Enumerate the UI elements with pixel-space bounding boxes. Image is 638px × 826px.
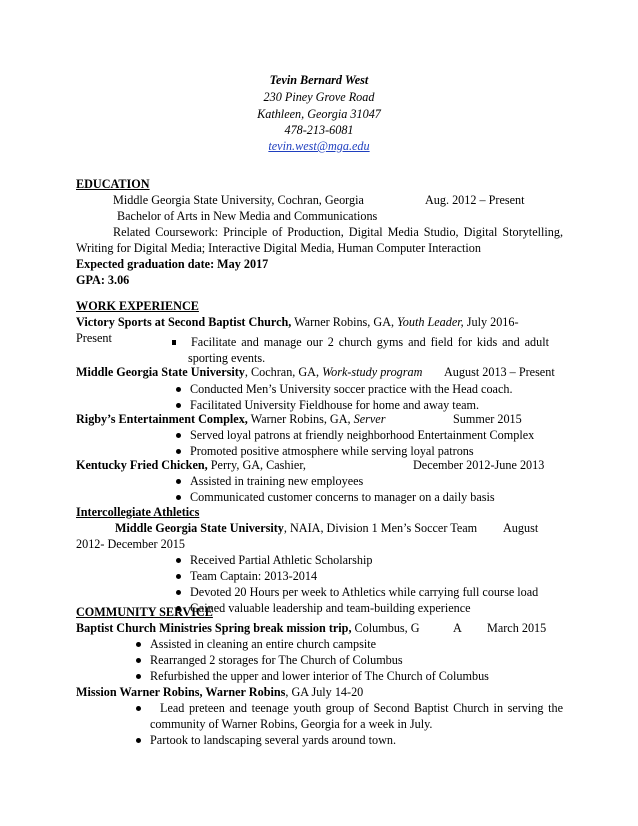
- email-line: [0, 138, 638, 155]
- mission-warner-bullet-1: Lead preteen and teenage youth group of Second Baptist Church in serving the: [160, 701, 563, 715]
- athletics-dates: August: [503, 521, 539, 535]
- kfc-location: Perry, GA, Cashier,: [207, 458, 306, 472]
- community-heading: COMMUNITY SERVICE: [76, 605, 213, 619]
- phone-number: 478-213-6081: [284, 123, 354, 137]
- athletics-org: Middle Georgia State University: [115, 521, 284, 535]
- mission-warner-org: Mission Warner Robins, Warner Robins: [76, 685, 286, 699]
- rigby-role: Server: [353, 412, 386, 426]
- victory-bullet-1-cont: sporting events.: [188, 351, 266, 365]
- mission-trip-location-cont: A: [453, 621, 462, 635]
- education-coursework-2: Writing for Digital Media; Interactive Digital Media, Human Computer Interaction: [76, 241, 481, 255]
- kfc-entry: [76, 457, 306, 473]
- kfc-org: Kentucky Fried Chicken,: [76, 458, 208, 472]
- education-school: Middle Georgia State University, Cochran, Georgia: [113, 193, 364, 207]
- victory-bullet-1: Facilitate and manage our 2 church gyms and field for kids and adult: [191, 335, 549, 349]
- address-line-2: Kathleen, Georgia 31047: [257, 107, 381, 121]
- kfc-dates: December 2012-June 2013: [413, 458, 545, 472]
- work-heading: WORK EXPERIENCE: [76, 299, 199, 313]
- victory-dates-cont: Present: [76, 331, 112, 345]
- athletics-bullet-3: Devoted 20 Hours per week to Athletics while carrying full course load: [190, 585, 539, 599]
- mission-warner-entry: [76, 684, 363, 700]
- mgsu-bullet-1: Conducted Men’s University soccer practice with the Head coach.: [190, 382, 513, 396]
- education-dates: Aug. 2012 – Present: [425, 193, 525, 207]
- rigby-bullet-1: Served loyal patrons at friendly neighborhood Entertainment Complex: [190, 428, 535, 442]
- victory-location: Warner Robins, GA,: [291, 315, 398, 329]
- rigby-org: Rigby’s Entertainment Complex,: [76, 412, 248, 426]
- kfc-bullet-1: Assisted in training new employees: [190, 474, 364, 488]
- education-heading: EDUCATION: [76, 177, 150, 191]
- athletics-bullet-1: Received Partial Athletic Scholarship: [190, 553, 373, 567]
- victory-dates: July 2016-: [463, 315, 519, 329]
- bullet-icon: [176, 433, 181, 438]
- bullet-icon: [176, 495, 181, 500]
- bullet-icon: [176, 479, 181, 484]
- mission-warner-location: , GA July 14-20: [285, 685, 364, 699]
- athletics-detail: , NAIA, Division 1 Men’s Soccer Team: [283, 521, 478, 535]
- bullet-icon: [136, 642, 141, 647]
- victory-entry: [76, 314, 519, 330]
- bullet-icon: [176, 558, 181, 563]
- mission-trip-org: Baptist Church Ministries Spring break mission trip,: [76, 621, 352, 635]
- athletics-heading: Intercollegiate Athletics: [76, 505, 200, 519]
- bullet-icon: [136, 674, 141, 679]
- mgsu-org: Middle Georgia State University: [76, 365, 245, 379]
- bullet-icon: [136, 738, 141, 743]
- education-graduation: Expected graduation date: May 2017: [76, 257, 269, 271]
- education-degree: Bachelor of Arts in New Media and Communications: [117, 209, 378, 223]
- bullet-icon: [176, 403, 181, 408]
- bullet-icon: [176, 590, 181, 595]
- applicant-name: Tevin Bernard West: [269, 73, 369, 87]
- victory-org: Victory Sports at Second Baptist Church,: [76, 315, 292, 329]
- education-gpa: GPA: 3.06: [76, 273, 130, 287]
- mgsu-role: Work-study program: [322, 365, 423, 379]
- mission-trip-bullet-1: Assisted in cleaning an entire church campsite: [150, 637, 377, 651]
- mission-warner-bullet-1-cont: community of Warner Robins, Georgia for a week in July.: [150, 717, 433, 731]
- mgsu-bullet-2: Facilitated University Fieldhouse for home and away team.: [190, 398, 480, 412]
- rigby-entry: [76, 411, 385, 427]
- athletics-bullet-2: Team Captain: 2013-2014: [190, 569, 318, 583]
- bullet-icon: [176, 574, 181, 579]
- rigby-dates: Summer 2015: [453, 412, 522, 426]
- bullet-icon: [136, 706, 141, 711]
- athletics-entry: [115, 520, 477, 536]
- bullet-icon: [176, 387, 181, 392]
- mission-warner-bullet-2: Partook to landscaping several yards around town.: [150, 733, 397, 747]
- athletics-dates-cont: 2012- December 2015: [76, 537, 185, 551]
- mgsu-entry: [76, 364, 422, 380]
- kfc-bullet-2: Communicated customer concerns to manager on a daily basis: [190, 490, 495, 504]
- mgsu-location: , Cochran, GA,: [244, 365, 323, 379]
- victory-role: Youth Leader,: [397, 315, 464, 329]
- mission-trip-bullet-3: Refurbished the upper and lower interior of The Church of Columbus: [150, 669, 489, 683]
- mission-trip-entry: [76, 620, 420, 636]
- square-bullet-icon: [172, 340, 176, 345]
- mission-trip-bullet-2: Rearranged 2 storages for The Church of Columbus: [150, 653, 403, 667]
- athletics-bullet-4: Gained valuable leadership and team-building experience: [190, 601, 471, 615]
- rigby-location: Warner Robins, GA,: [247, 412, 354, 426]
- address-line-1: 230 Piney Grove Road: [263, 90, 375, 104]
- email-link[interactable]: tevin.west@mga.edu: [268, 139, 370, 153]
- mission-trip-dates: March 2015: [487, 621, 547, 635]
- bullet-icon: [176, 449, 181, 454]
- education-coursework-1: Related Coursework: Principle of Production, Digital Media Studio, Digital Storytelling,: [113, 225, 563, 239]
- mgsu-dates: August 2013 – Present: [444, 365, 555, 379]
- bullet-icon: [136, 658, 141, 663]
- rigby-bullet-2: Promoted positive atmosphere while serving loyal patrons: [190, 444, 474, 458]
- mission-trip-location: Columbus, G: [351, 621, 420, 635]
